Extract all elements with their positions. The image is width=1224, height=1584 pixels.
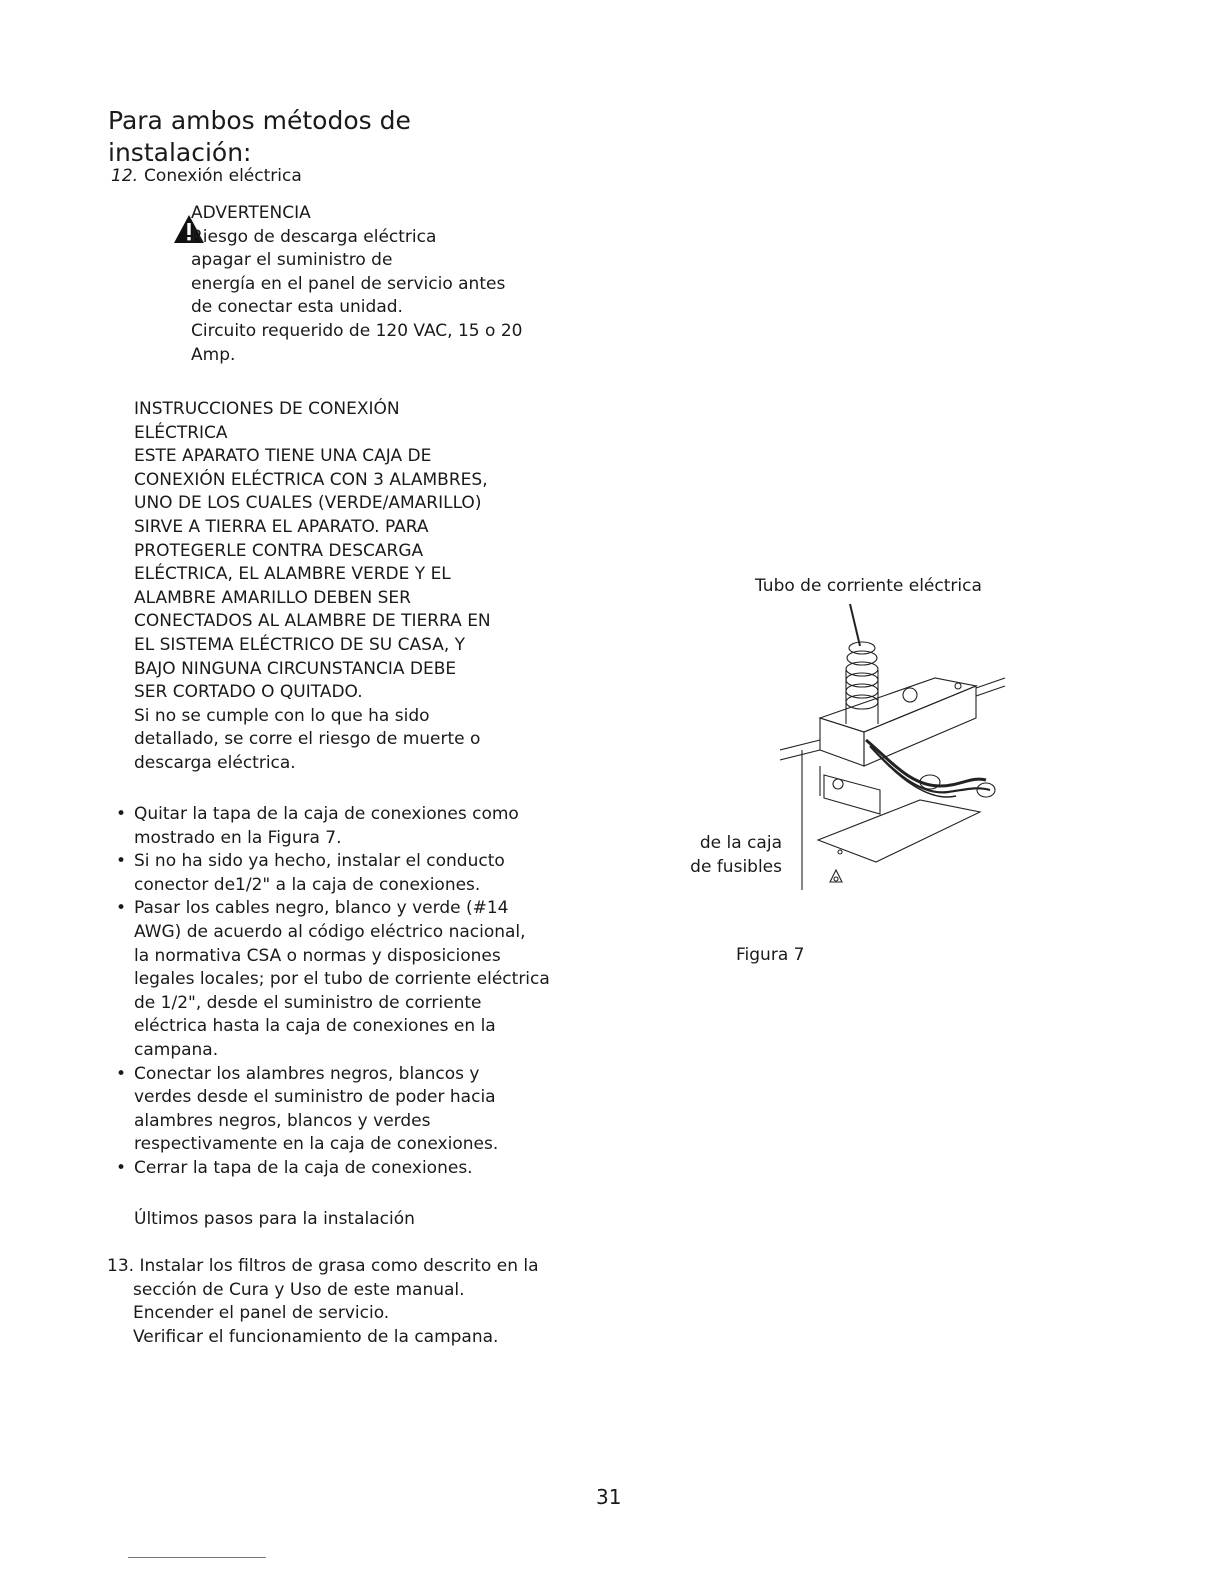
list-item-line: AWG) de acuerdo al código eléctrico nacional, — [134, 921, 526, 942]
warning-line: Amp. — [191, 344, 236, 365]
step-number: 12. — [111, 166, 139, 186]
bullet-icon: • — [116, 851, 127, 872]
list-item — [116, 1157, 550, 1181]
step-bullet-list — [116, 803, 550, 1181]
instruction-line: ALAMBRE AMARILLO DEBEN SER — [134, 587, 411, 608]
step-title-text: Conexión eléctrica — [144, 166, 302, 186]
instruction-line: ELÉCTRICA — [134, 422, 228, 443]
warning-line: ADVERTENCIA — [191, 203, 311, 223]
footer-divider — [128, 1557, 266, 1558]
instruction-line: EL SISTEMA ELÉCTRICO DE SU CASA, Y — [134, 634, 466, 655]
figure-label-fuse-box — [690, 831, 782, 879]
figure-label-conduit: Tubo de corriente eléctrica — [755, 576, 982, 596]
warning-line: de conectar esta unidad. — [191, 297, 403, 318]
list-item-line: respectivamente en la caja de conexiones. — [134, 1134, 499, 1155]
figure-label-line: de la caja — [699, 833, 782, 853]
step-13 — [107, 1255, 539, 1349]
instruction-line: UNO DE LOS CUALES (VERDE/AMARILLO) — [134, 493, 482, 514]
warning-line: Riesgo de descarga eléctrica — [191, 226, 437, 247]
list-item-line: Cerrar la tapa de la caja de conexiones. — [134, 1157, 473, 1178]
instruction-line: ELÉCTRICA, EL ALAMBRE VERDE Y EL — [134, 564, 451, 585]
instruction-line: CONEXIÓN ELÉCTRICA CON 3 ALAMBRES, — [134, 469, 488, 490]
instruction-line: BAJO NINGUNA CIRCUNSTANCIA DEBE — [134, 658, 457, 679]
conduit-icon — [846, 642, 878, 724]
list-item-line: mostrado en la Figura 7. — [134, 827, 342, 848]
list-item-line: Conectar los alambres negros, blancos y — [134, 1063, 480, 1084]
list-item-line: alambres negros, blancos y verdes — [134, 1110, 431, 1131]
heading-line-1: Para ambos métodos de — [108, 105, 411, 135]
list-item-line: conector de1/2" a la caja de conexiones. — [134, 874, 481, 895]
warning-line: apagar el suministro de — [191, 250, 393, 271]
list-item-line: la normativa CSA o normas y disposiciones — [134, 945, 501, 966]
warning-line: Circuito requerido de 120 VAC, 15 o 20 — [191, 320, 523, 341]
instruction-line: SER CORTADO O QUITADO. — [134, 682, 363, 703]
instruction-line: descarga eléctrica. — [134, 752, 296, 773]
step-13-line: Encender el panel de servicio. — [133, 1303, 390, 1324]
instruction-line: SIRVE A TIERRA EL APARATO. PARA — [134, 516, 429, 537]
page-number: 31 — [596, 1485, 622, 1509]
list-item-line: campana. — [134, 1039, 219, 1060]
instruction-line: INSTRUCCIONES DE CONEXIÓN — [134, 399, 400, 419]
bullet-icon: • — [116, 804, 127, 824]
step-13-line: 13. Instalar los filtros de grasa como descrito en la — [107, 1256, 539, 1276]
instruction-line: detallado, se corre el riesgo de muerte o — [134, 729, 481, 750]
bullet-icon: • — [116, 1063, 127, 1084]
list-item — [116, 897, 550, 1062]
list-item-line: Si no ha sido ya hecho, instalar el conducto — [134, 851, 505, 872]
list-item-line: verdes desde el suministro de poder hacia — [134, 1087, 496, 1108]
instruction-line: PROTEGERLE CONTRA DESCARGA — [134, 540, 424, 561]
list-item — [116, 1063, 550, 1157]
section-heading — [108, 105, 411, 169]
warning-line: energía en el panel de servicio antes — [191, 273, 506, 294]
step-13-line: sección de Cura y Uso de este manual. — [133, 1279, 465, 1300]
instruction-line: ESTE APARATO TIENE UNA CAJA DE — [134, 446, 432, 467]
list-item-line: Quitar la tapa de la caja de conexiones como — [134, 804, 519, 824]
list-item — [116, 803, 550, 850]
step-12-title — [111, 164, 302, 188]
figure-caption: Figura 7 — [736, 945, 805, 965]
final-steps-heading: Últimos pasos para la instalación — [134, 1209, 415, 1229]
list-item — [116, 850, 550, 897]
heading-line-2: instalación: — [108, 137, 252, 167]
list-item-line: legales locales; por el tubo de corriente eléctrica — [134, 969, 550, 990]
list-item-line: Pasar los cables negro, blanco y verde (#14 — [134, 898, 509, 919]
junction-box-illustration — [780, 600, 1010, 900]
figure-label-line: de fusibles — [690, 857, 782, 877]
list-item-line: eléctrica hasta la caja de conexiones en la — [134, 1016, 496, 1037]
warning-block — [191, 202, 522, 367]
instruction-line: Si no se cumple con lo que ha sido — [134, 705, 430, 726]
step-13-line: Verificar el funcionamiento de la campana. — [133, 1326, 499, 1347]
list-item-line: de 1/2", desde el suministro de corriente — [134, 992, 482, 1013]
electrical-instructions — [134, 398, 491, 776]
bullet-icon: • — [116, 1157, 127, 1178]
bullet-icon: • — [116, 898, 127, 919]
instruction-line: CONECTADOS AL ALAMBRE DE TIERRA EN — [134, 611, 491, 632]
